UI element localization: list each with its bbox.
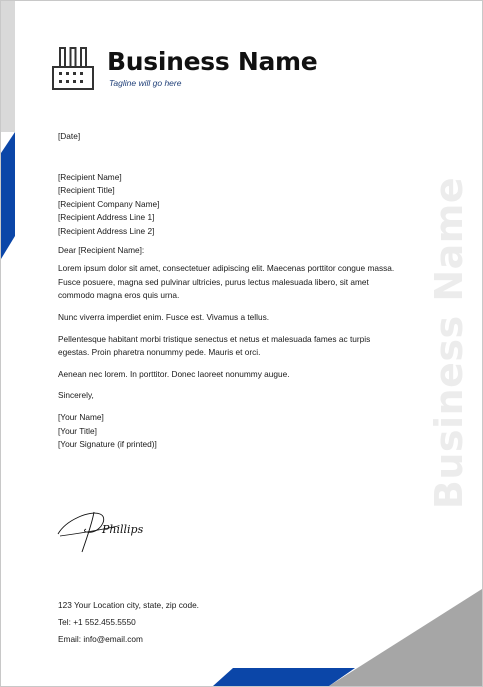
recipient-name: [Recipient Name] — [58, 171, 122, 182]
sender-name: [Your Name] — [58, 411, 104, 422]
left-blue-band — [1, 132, 15, 259]
left-gray-band — [1, 1, 15, 132]
factory-logo-icon — [51, 45, 95, 91]
contact-block — [58, 597, 199, 648]
contact-phone: Tel: +1 552.455.5550 — [58, 617, 136, 627]
recipient-company: [Recipient Company Name] — [58, 198, 160, 209]
contact-address: 123 Your Location city, state, zip code. — [58, 600, 199, 610]
recipient-title: [Recipient Title] — [58, 185, 115, 196]
recipient-address-2: [Recipient Address Line 2] — [58, 225, 155, 236]
business-name: Business Name — [107, 47, 318, 76]
signature-image — [56, 506, 156, 556]
tagline: Tagline will go here — [109, 78, 182, 88]
paragraph-2: Nunc viverra imperdiet enim. Fusce est. Vivamus a tellus. — [58, 311, 270, 322]
closing: Sincerely, — [58, 390, 94, 401]
paragraph-4: Aenean nec lorem. In porttitor. Donec laoreet nonummy augue. — [58, 368, 290, 379]
recipient-block — [58, 171, 403, 239]
contact-email: Email: info@email.com — [58, 634, 143, 644]
salutation: Dear [Recipient Name]: — [58, 244, 145, 255]
sender-title: [Your Title] — [58, 425, 97, 436]
watermark-text: Business Name — [427, 176, 471, 510]
sender-signature-line: [Your Signature (if printed)] — [58, 439, 157, 450]
letter-date: [Date] — [58, 131, 81, 141]
bottom-gray-triangle — [329, 589, 482, 686]
paragraph-3: Pellentesque habitant morbi tristique senectus et netus et malesuada fames ac turpis egestas. Proin pharetra nonummy pede. Mauris et orci. — [58, 333, 371, 358]
signature-script: Phillips — [102, 523, 144, 536]
sender-block — [58, 411, 403, 452]
recipient-address-1: [Recipient Address Line 1] — [58, 212, 155, 223]
paragraph-1: Lorem ipsum dolor sit amet, consectetuer adipiscing elit. Maecenas porttitor congue massa. Fusce posuere, magna sed pulvinar ultricies, purus lectus malesuada libero, sit amet commodo magna eros quis urna. — [58, 263, 395, 301]
letter-body — [58, 130, 403, 452]
